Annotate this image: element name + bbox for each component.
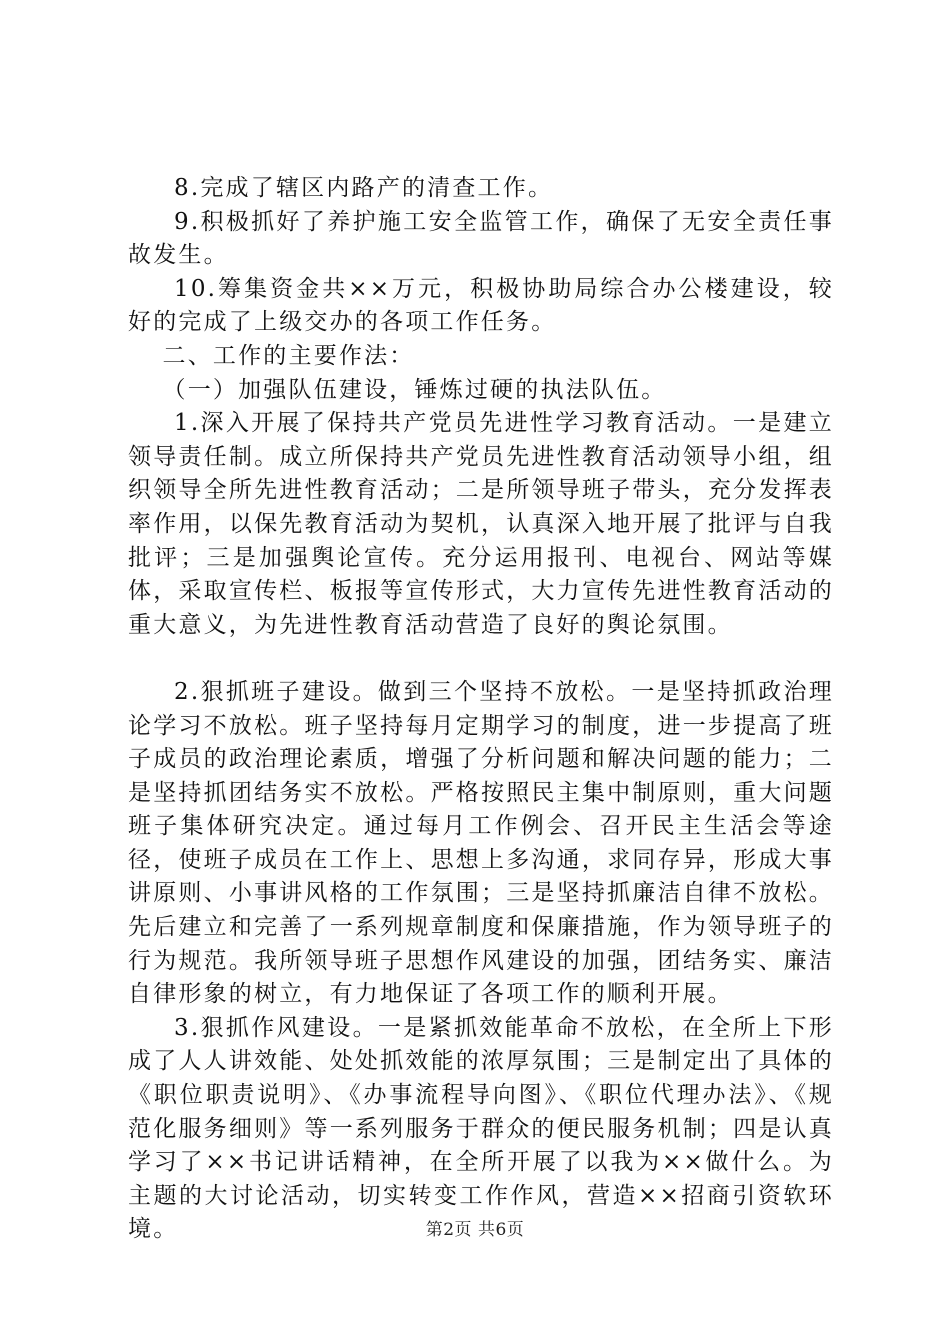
paragraph-item-10: 10.筹集资金共××万元，积极协助局综合办公楼建设，较好的完成了上级交办的各项工作任务。 [128,275,834,336]
paragraph-leadership-building: 2.狠抓班子建设。做到三个坚持不放松。一是坚持抓政治理论学习不放松。班子坚持每月定期学习的制度，进一步提高了班子成员的政治理论素质，增强了分析问题和解决问题的能力；二是坚持抓团结务实不放松。严格按照民主集中制原则，重大问题班子集体研究决定。通过每月工作例会、召开民主生活会等途径，使班子成员在工作上、思想上多沟通，求同存异，形成大事讲原则、小事讲风格的工作氛围；三是坚持抓廉洁自律不放松。先后建立和完善了一系列规章制度和保廉措施，作为领导班子的行为规范。我所领导班子思想作风建设的加强，团结务实、廉洁自律形象的树立，有力地保证了各项工作的顺利开展。 [128,678,834,1008]
paragraph-item-9: 9.积极抓好了养护施工安全监管工作，确保了无安全责任事故发生。 [128,208,834,269]
paragraph-party-education: 1.深入开展了保持共产党员先进性学习教育活动。一是建立领导责任制。成立所保持共产党员先进性教育活动领导小组，组织领导全所先进性教育活动；二是所领导班子带头，充分发挥表率作用，以保先教育活动为契机，认真深入地开展了批评与自我批评；三是加强舆论宣传。充分运用报刊、电视台、网站等媒体，采取宣传栏、板报等宣传形式，大力宣传先进性教育活动的重大意义，为先进性教育活动营造了良好的舆论氛围。 [128,410,834,638]
subsection-heading-team-building: （一）加强队伍建设，锤炼过硬的执法队伍。 [162,376,667,403]
paragraph-work-style: 3.狠抓作风建设。一是紧抓效能革命不放松，在全所上下形成了人人讲效能、处处抓效能的浓厚氛围；三是制定出了具体的《职位职责说明》、《办事流程导向图》、《职位代理办法》、《规范化服务细则》等一系列服务于群众的便民服务机制；四是认真学习了××书记讲话精神，在全所开展了以我为××做什么。为主题的大讨论活动，切实转变工作作风，营造××招商引资软环境。 [128,1014,834,1243]
document-body [128,172,834,1247]
section-heading-main-methods: 二、工作的主要作法： [162,342,415,369]
paragraph-item-8: 8.完成了辖区内路产的清查工作。 [174,175,554,201]
page-number: 第2页 共6页 [425,1220,525,1240]
